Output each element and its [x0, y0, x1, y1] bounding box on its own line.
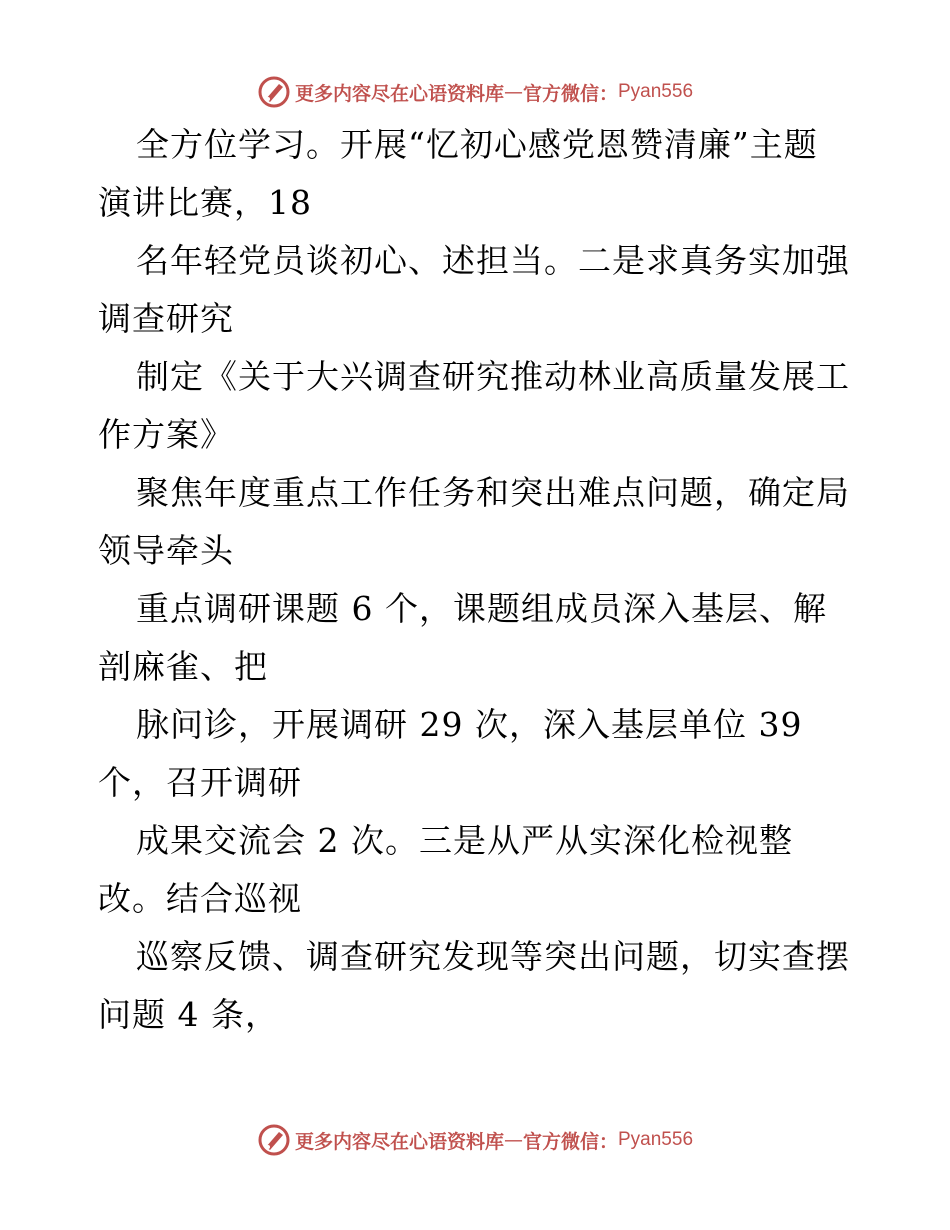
text-line: 成果交流会 2 次。三是从严从实深化检视整 [136, 821, 793, 860]
header-banner [0, 72, 950, 112]
banner-separator: — [503, 1129, 523, 1151]
text-line: 重点调研课题 6 个，课题组成员深入基层、解 [136, 589, 827, 628]
banner-separator: — [503, 81, 523, 103]
text-line: 聚焦年度重点工作任务和突出难点问题，确定局 [136, 473, 850, 512]
text-line: 个，召开调研 [98, 763, 302, 802]
banner-wechat-label: 官方微信： [522, 82, 618, 105]
banner-wechat-id: Pyan556 [618, 81, 694, 102]
banner-wechat-label: 官方微信： [522, 1130, 618, 1153]
text-line: 脉问诊，开展调研 29 次，深入基层单位 39 [136, 705, 803, 744]
text-line: 全方位学习。开展“忆初心感党恩赞清廉”主题 [136, 125, 818, 164]
text-line: 改。结合巡视 [98, 879, 302, 918]
text-line: 名年轻党员谈初心、述担当。二是求真务实加强 [136, 241, 850, 280]
pen-logo-icon [257, 1123, 291, 1157]
text-line: 剖麻雀、把 [98, 647, 268, 686]
text-line: 问题 4 条， [98, 995, 279, 1034]
text-line: 领导牵头 [98, 531, 234, 570]
document-body [98, 116, 858, 1044]
pen-logo-icon [257, 75, 291, 109]
footer-banner [0, 1120, 950, 1160]
banner-slogan: 更多内容尽在心语资料库 [294, 82, 504, 105]
banner-slogan: 更多内容尽在心语资料库 [294, 1130, 504, 1153]
text-line: 作方案》 [98, 415, 234, 454]
text-line: 制定《关于大兴调查研究推动林业高质量发展工 [136, 357, 850, 396]
text-line: 演讲比赛，18 [98, 183, 312, 222]
text-line: 调查研究 [98, 299, 234, 338]
text-line: 巡察反馈、调查研究发现等突出问题，切实查摆 [136, 937, 850, 976]
banner-wechat-id: Pyan556 [618, 1129, 694, 1150]
